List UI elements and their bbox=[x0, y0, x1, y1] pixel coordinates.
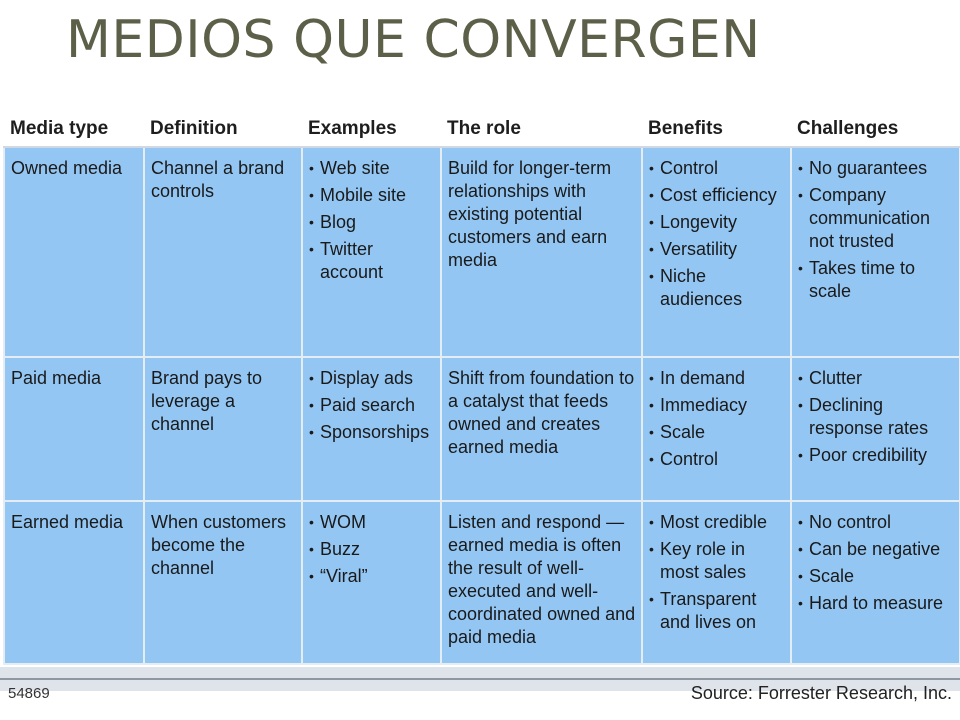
cell-media-type: Paid media bbox=[4, 357, 144, 501]
list-item: • Hard to measure bbox=[798, 592, 955, 615]
slide-title: MEDIOS QUE CONVERGEN bbox=[66, 10, 761, 70]
challenges-list bbox=[798, 367, 955, 467]
source-credit: Source: Forrester Research, Inc. bbox=[690, 683, 952, 703]
header-definition: Definition bbox=[144, 112, 302, 147]
cell-role: Listen and respond — earned media is often the result of well-executed and well-coordinated owned and paid media bbox=[441, 501, 642, 664]
examples-list bbox=[309, 511, 436, 588]
challenges-list bbox=[798, 511, 955, 615]
table-row bbox=[4, 501, 960, 664]
benefits-list bbox=[649, 367, 786, 471]
list-item: • Immediacy bbox=[649, 394, 786, 417]
cell-challenges bbox=[791, 501, 960, 664]
list-item: • “Viral” bbox=[309, 565, 436, 588]
list-item: • Cost efficiency bbox=[649, 184, 786, 207]
header-examples: Examples bbox=[302, 112, 441, 147]
cell-examples bbox=[302, 357, 441, 501]
cell-definition: Channel a brand controls bbox=[144, 147, 302, 357]
cell-definition: Brand pays to leverage a channel bbox=[144, 357, 302, 501]
cell-role: Shift from foundation to a catalyst that feeds owned and creates earned media bbox=[441, 357, 642, 501]
list-item: • Transparent and lives on bbox=[649, 588, 786, 634]
figure-id: 54869 bbox=[8, 685, 50, 702]
cell-examples bbox=[302, 501, 441, 664]
list-item: • In demand bbox=[649, 367, 786, 390]
cell-media-type: Owned media bbox=[4, 147, 144, 357]
cell-media-type: Earned media bbox=[4, 501, 144, 664]
list-item: • No control bbox=[798, 511, 955, 534]
list-item: • Display ads bbox=[309, 367, 436, 390]
media-comparison-table bbox=[3, 112, 960, 665]
examples-list bbox=[309, 157, 436, 284]
list-item: • Can be negative bbox=[798, 538, 955, 561]
list-item: • Buzz bbox=[309, 538, 436, 561]
cell-challenges bbox=[791, 357, 960, 501]
list-item: • No guarantees bbox=[798, 157, 955, 180]
list-item: • Scale bbox=[798, 565, 955, 588]
cell-examples bbox=[302, 147, 441, 357]
cell-benefits bbox=[642, 147, 791, 357]
cell-role: Build for longer-term relationships with existing potential customers and earn media bbox=[441, 147, 642, 357]
footer-divider bbox=[0, 678, 960, 680]
list-item: • Clutter bbox=[798, 367, 955, 390]
list-item: • Blog bbox=[309, 211, 436, 234]
table-row bbox=[4, 147, 960, 357]
list-item: • Mobile site bbox=[309, 184, 436, 207]
header-challenges: Challenges bbox=[791, 112, 960, 147]
list-item: • Twitter account bbox=[309, 238, 436, 284]
examples-list bbox=[309, 367, 436, 444]
media-comparison-figure bbox=[0, 112, 960, 718]
list-item: • Longevity bbox=[649, 211, 786, 234]
cell-benefits bbox=[642, 357, 791, 501]
list-item: • Control bbox=[649, 448, 786, 471]
list-item: • Company communication not trusted bbox=[798, 184, 955, 253]
benefits-list bbox=[649, 511, 786, 634]
table-header-row bbox=[4, 112, 960, 147]
list-item: • Key role in most sales bbox=[649, 538, 786, 584]
cell-benefits bbox=[642, 501, 791, 664]
benefits-list bbox=[649, 157, 786, 311]
header-role: The role bbox=[441, 112, 642, 147]
table-row bbox=[4, 357, 960, 501]
list-item: • Web site bbox=[309, 157, 436, 180]
list-item: • Sponsorships bbox=[309, 421, 436, 444]
list-item: • Control bbox=[649, 157, 786, 180]
list-item: • Versatility bbox=[649, 238, 786, 261]
list-item: • Declining response rates bbox=[798, 394, 955, 440]
cell-definition: When customers become the channel bbox=[144, 501, 302, 664]
list-item: • WOM bbox=[309, 511, 436, 534]
list-item: • Poor credibility bbox=[798, 444, 955, 467]
list-item: • Scale bbox=[649, 421, 786, 444]
list-item: • Niche audiences bbox=[649, 265, 786, 311]
cell-challenges bbox=[791, 147, 960, 357]
header-benefits: Benefits bbox=[642, 112, 791, 147]
list-item: • Takes time to scale bbox=[798, 257, 955, 303]
challenges-list bbox=[798, 157, 955, 303]
header-media-type: Media type bbox=[4, 112, 144, 147]
list-item: • Most credible bbox=[649, 511, 786, 534]
list-item: • Paid search bbox=[309, 394, 436, 417]
